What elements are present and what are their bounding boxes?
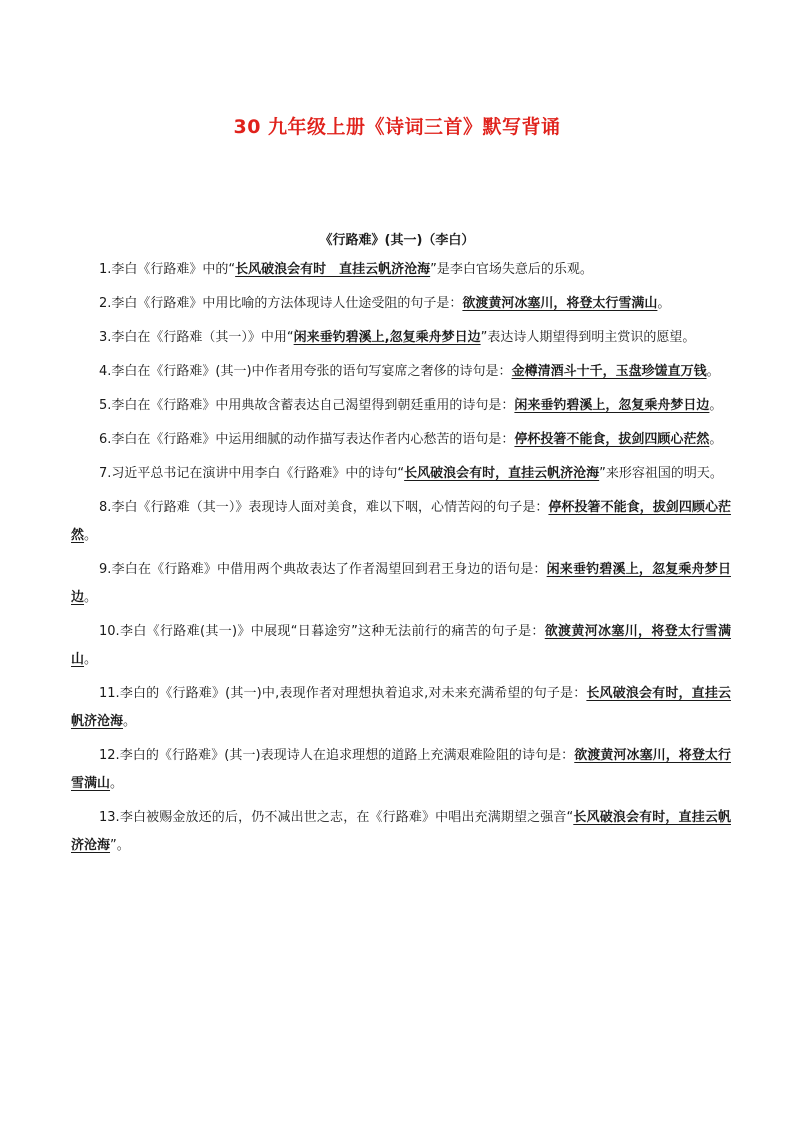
question-text-end: 。 (110, 776, 124, 791)
question-item-2 (71, 290, 731, 318)
question-text: 5.李白在《行路难》中用典故含蓄表达自己渴望得到朝廷重用的诗句是： (99, 398, 515, 413)
question-text-end: 。 (123, 714, 137, 729)
question-text-end: 。 (84, 590, 98, 605)
answer-text: 欲渡黄河冰塞川，将登太行雪满山 (71, 748, 731, 791)
question-item-7 (71, 460, 731, 488)
question-item-6 (71, 426, 731, 454)
answer-text: 长风破浪会有时 直挂云帆济沧海 (235, 262, 431, 277)
question-text-end: 。 (84, 652, 98, 667)
answer-text: 长风破浪会有时，直挂云帆济沧海 (71, 686, 731, 729)
answer-text: 闲来垂钓碧溪上，忽复乘舟梦日边 (71, 562, 731, 605)
answer-text: 欲渡黄河冰塞川，将登太行雪满山 (71, 624, 731, 667)
answer-text: 停杯投箸不能食，拔剑四顾心茫然 (514, 432, 710, 447)
question-text-end: 。 (709, 398, 723, 413)
question-item-4 (71, 358, 731, 386)
question-item-10 (71, 618, 731, 674)
question-item-1 (71, 256, 731, 284)
answer-text: 停杯投箸不能食，拔剑四顾心茫然 (71, 500, 731, 543)
section-heading: 《行路难》(其一)（李白） (319, 233, 475, 248)
question-text: 2.李白《行路难》中用比喻的方法体现诗人仕途受阻的句子是： (99, 296, 463, 311)
question-text: 11.李白的《行路难》(其一)中,表现作者对理想执着追求,对未来充满希望的句子是： (99, 686, 587, 701)
question-text-end: 。 (709, 432, 723, 447)
question-text-end: ”来形容祖国的明天。 (599, 466, 723, 481)
question-text: 12.李白的《行路难》(其一)表现诗人在追求理想的道路上充满艰难险阻的诗句是： (99, 748, 575, 763)
answer-text: 长风破浪会有时，直挂云帆济沧海 (404, 466, 600, 481)
question-text: 7.习近平总书记在演讲中用李白《行路难》中的诗句“ (99, 466, 405, 481)
question-text: 9.李白在《行路难》中借用两个典故表达了作者渴望回到君王身边的语句是： (99, 562, 547, 577)
question-item-9 (71, 556, 731, 612)
question-text-end: ”表达诗人期望得到明主赏识的愿望。 (480, 330, 696, 345)
answer-text: 欲渡黄河冰塞川，将登太行雪满山 (462, 296, 658, 311)
question-text: 10.李白《行路难(其一)》中展现“日暮途穷”这种无法前行的痛苦的句子是： (99, 624, 545, 639)
question-text-end: 。 (84, 528, 98, 543)
question-text-end: 。 (706, 364, 720, 379)
answer-text: 金樽清酒斗十千，玉盘珍馐直万钱 (511, 364, 707, 379)
question-item-3 (71, 324, 731, 352)
question-text: 4.李白在《行路难》(其一)中作者用夸张的语句写宴席之奢侈的诗句是： (99, 364, 512, 379)
answer-text: 闲来垂钓碧溪上，忽复乘舟梦日边 (514, 398, 710, 413)
question-item-12 (71, 742, 731, 798)
question-text: 1.李白《行路难》中的“ (99, 262, 236, 277)
question-item-11 (71, 680, 731, 736)
question-text: 6.李白在《行路难》中运用细腻的动作描写表达作者内心愁苦的语句是： (99, 432, 515, 447)
question-item-5 (71, 392, 731, 420)
question-text: 8.李白《行路难（其一）》表现诗人面对美食，难以下咽，心情苦闷的句子是： (99, 500, 549, 515)
question-text: 3.李白在《行路难（其一）》中用“ (99, 330, 294, 345)
question-item-8 (71, 494, 731, 550)
answer-text: 长风破浪会有时，直挂云帆济沧海 (71, 810, 731, 853)
question-text-end: ”是李白官场失意后的乐观。 (430, 262, 593, 277)
answer-text: 闲来垂钓碧溪上,忽复乘舟梦日边 (293, 330, 481, 345)
question-text-end: 。 (657, 296, 671, 311)
question-text-end: ”。 (110, 838, 130, 853)
document-title: 30 九年级上册《诗词三首》默写背诵 (233, 116, 561, 138)
question-list (71, 256, 731, 866)
question-text: 13.李白被赐金放还的后，仍不减出世之志，在《行路难》中唱出充满期望之强音“ (99, 810, 574, 825)
question-item-13 (71, 804, 731, 860)
